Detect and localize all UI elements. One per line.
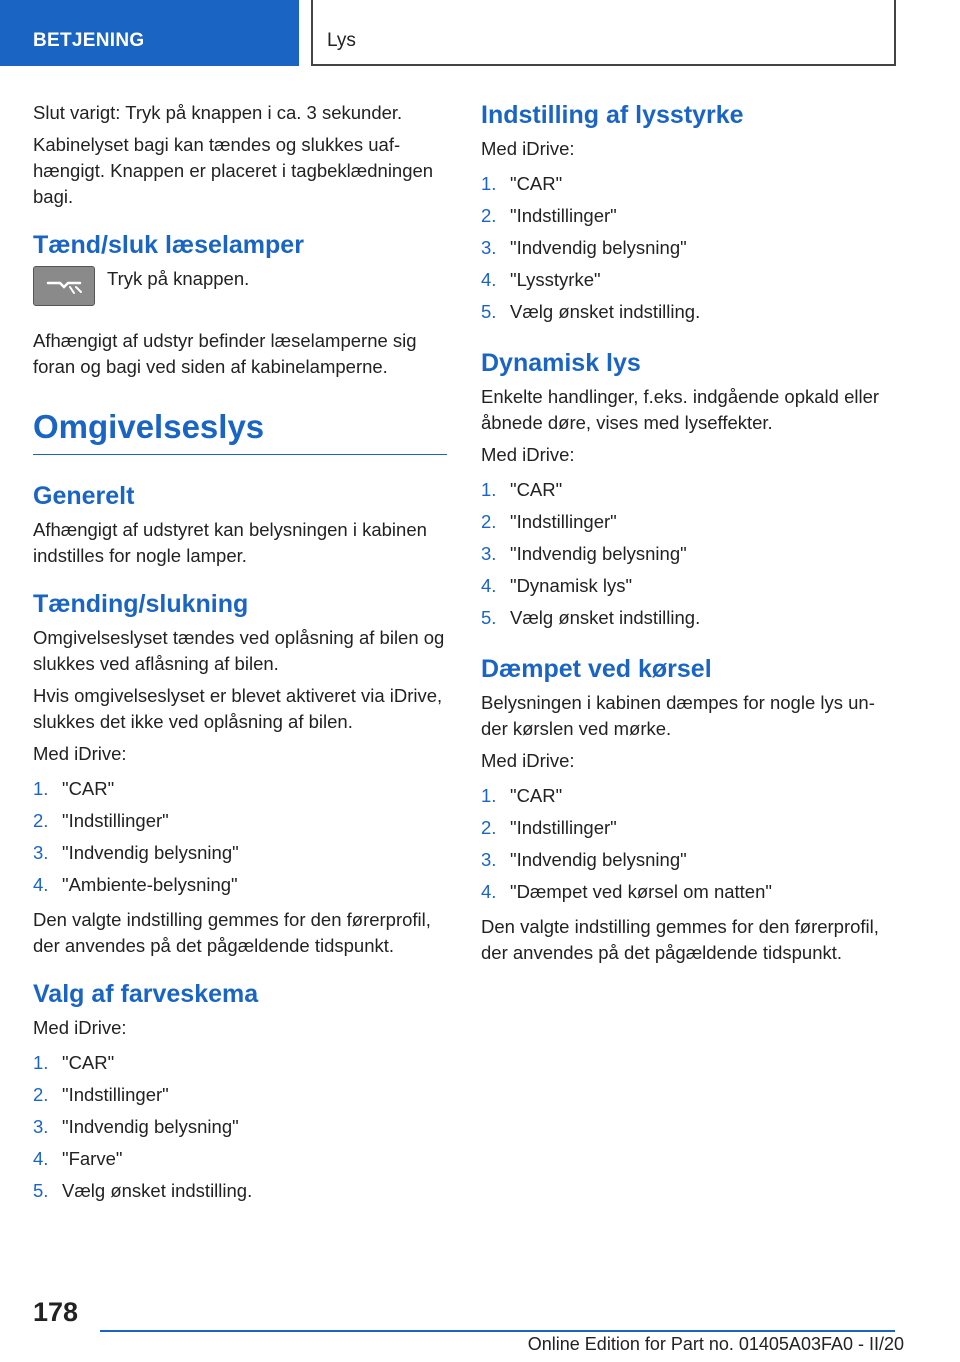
list-item: 3. "Indvendig belysning" [481,849,687,870]
heading-reading-lamps: Tænd/sluk læselamper [33,231,304,259]
list-item: 5. Vælg ønsket indstilling. [481,301,701,322]
chapter-title: Lys [327,30,356,51]
paragraph: Med iDrive: [33,1017,127,1038]
paragraph: Slut varigt: Tryk på knappen i ca. 3 sekunder. [33,102,403,123]
section-tab [0,0,299,66]
list-item: 1. "CAR" [33,778,115,799]
paragraph: Den valgte indstilling gemmes for den førerprofil, der anvendes på det pågældende tidspunkt. [481,916,879,963]
left-column [33,100,447,1213]
edition-note: Online Edition for Part no. 01405A03FA0 - II/20 [527,1334,904,1354]
steps-list [33,1047,447,1207]
paragraph: Enkelte handlinger, f.eks. indgående opkald eller åbnede døre, vises med lyseffekter. [481,386,880,433]
list-item: 3. "Indvendig belysning" [481,543,687,564]
list-item: 4. "Dynamisk lys" [481,575,633,596]
list-item: 2. "Indstillinger" [481,817,617,838]
list-item: 1. "CAR" [481,785,563,806]
footer-divider [100,1330,895,1332]
paragraph: Med iDrive: [33,743,127,764]
list-item: 2. "Indstillinger" [33,810,169,831]
paragraph: Afhængigt af udstyr befinder læselamperne sig foran og bagi ved siden af kabinelamperne. [33,330,417,377]
list-item: 3. "Indvendig belysning" [33,842,239,863]
paragraph: Den valgte indstilling gemmes for den førerprofil, der anvendes på det pågældende tidspunkt. [33,909,431,956]
list-item: 1. "CAR" [33,1052,115,1073]
right-column [481,100,895,972]
list-item: 1. "CAR" [481,173,563,194]
list-item: 4. "Lysstyrke" [481,269,601,290]
paragraph: Med iDrive: [481,750,575,771]
list-item: 4. "Ambiente-belysning" [33,874,238,895]
list-item: 3. "Indvendig belysning" [481,237,687,258]
page-header [0,0,960,66]
heading-general: Generelt [33,482,135,510]
steps-list [481,168,895,328]
section-title: BETJENING [33,30,145,51]
steps-list [33,773,447,901]
paragraph: Belysningen i kabinen dæmpes for nogle lys under kørslen ved mørke. [481,692,875,739]
paragraph: Med iDrive: [481,138,575,159]
page-number: 178 [33,1297,79,1327]
reading-lamp-instruction [33,266,447,318]
list-item: 5. Vælg ønsket indstilling. [481,607,701,628]
list-item: 4. "Dæmpet ved kørsel om natten" [481,881,772,902]
list-item: 5. Vælg ønsket indstilling. [33,1180,253,1201]
paragraph: Hvis omgivelseslyset er blevet aktiveret via iDrive, slukkes det ikke ved oplåsning af bilen. [33,685,443,732]
list-item: 2. "Indstillinger" [481,511,617,532]
list-item: 2. "Indstillinger" [481,205,617,226]
paragraph: Med iDrive: [481,444,575,465]
heading-dynamic-light: Dynamisk lys [481,349,641,377]
heading-brightness: Indstilling af lysstyrke [481,101,744,129]
chapter-tab [311,0,896,66]
paragraph: Omgivelseslyset tændes ved oplåsning af bilen og slukkes ved aflåsning af bilen. [33,627,445,674]
heading-color-scheme: Valg af farveskema [33,980,259,1008]
icon-caption: Tryk på knappen. [107,268,250,289]
list-item: 2. "Indstillinger" [33,1084,169,1105]
heading-dimmed-driving: Dæmpet ved kørsel [481,655,712,683]
steps-list [481,474,895,634]
list-item: 3. "Indvendig belysning" [33,1116,239,1137]
list-item: 1. "CAR" [481,479,563,500]
heading-on-off: Tænding/slukning [33,590,249,618]
heading-ambient-light: Omgivelseslys [33,408,447,455]
reading-lamp-icon [33,266,95,306]
steps-list [481,780,895,908]
list-item: 4. "Farve" [33,1148,123,1169]
paragraph: Kabinelyset bagi kan tændes og slukkes uafhængigt. Knappen er placeret i tagbeklædningen bagi. [33,134,434,207]
paragraph: Afhængigt af udstyret kan belysningen i kabinen indstilles for nogle lamper. [33,519,427,566]
